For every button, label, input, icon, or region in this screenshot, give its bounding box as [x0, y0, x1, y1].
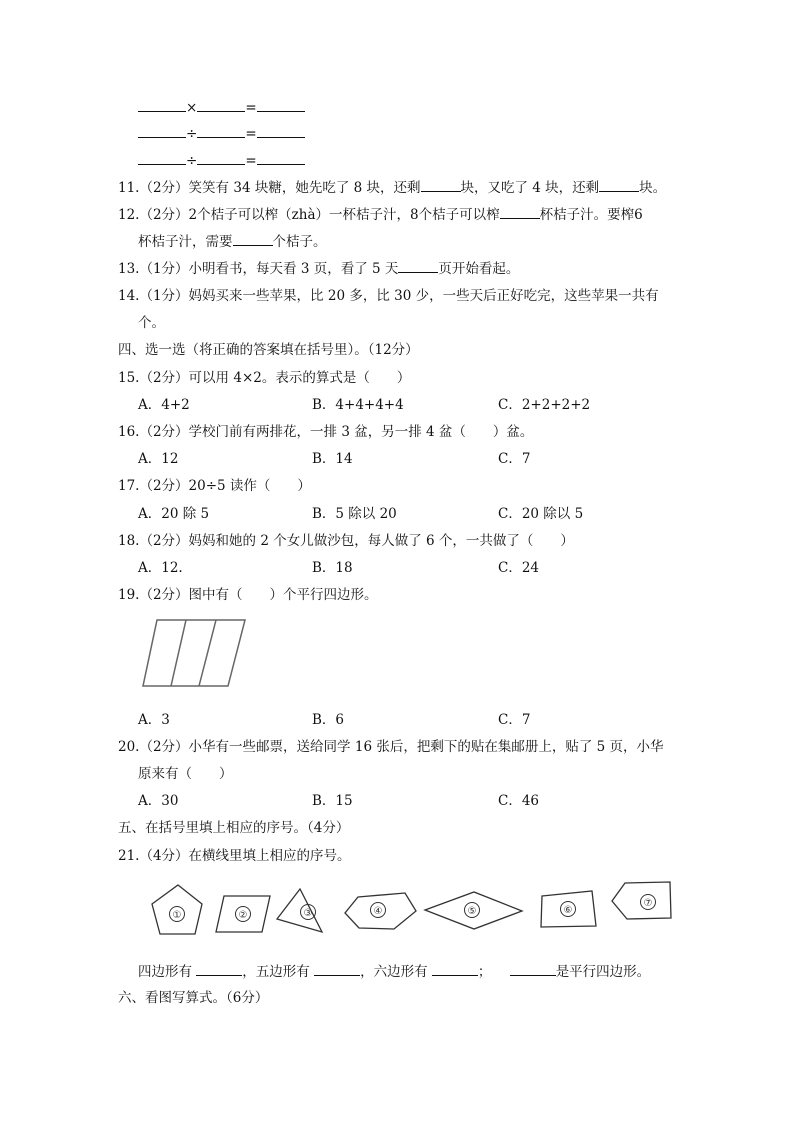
- question-12-line-1: [118, 205, 643, 224]
- option-a[interactable]: A．3: [138, 712, 170, 728]
- answer-blank[interactable]: [257, 124, 305, 138]
- equation-line-3: [138, 151, 305, 170]
- parallelogram-figure: [140, 617, 248, 689]
- equals-sign: =: [245, 126, 257, 142]
- answer-blank[interactable]: [138, 124, 186, 138]
- shape-label-3: ③: [303, 908, 313, 919]
- question-text: 四边形有: [138, 964, 192, 980]
- answer-blank[interactable]: [398, 259, 438, 273]
- shape-label-1: ①: [172, 910, 182, 921]
- answer-blank[interactable]: [314, 962, 360, 976]
- question-text: 11.（2分）笑笑有 34 块糖，她先吃了 8 块，还剩: [118, 180, 421, 196]
- option-b[interactable]: B．14: [312, 451, 353, 467]
- equals-sign: =: [245, 100, 257, 116]
- equation-line-2: [138, 124, 305, 143]
- question-14-line-1: 14.（1分）妈妈买来一些苹果，比 20 多，比 30 少，一些天后正好吃完，这些苹果一共有: [118, 288, 659, 304]
- question-21-fill-line: [138, 962, 650, 981]
- question-20-line-1: 20.（2分）小华有一些邮票，送给同学 16 张后，把剩下的贴在集邮册上，贴了 5 页，小华: [118, 739, 664, 755]
- option-a[interactable]: A．12: [138, 451, 179, 467]
- option-a[interactable]: A．4+2: [138, 397, 190, 413]
- option-a[interactable]: A．20 除 5: [138, 506, 210, 522]
- shape-label-5: ⑤: [467, 906, 477, 917]
- question-text: 页开始看起。: [438, 261, 520, 277]
- operator: ×: [186, 100, 198, 116]
- question-text: 13.（1分）小明看书，每天看 3 页，看了 5 天: [118, 261, 399, 277]
- equation-line-1: [138, 98, 305, 117]
- answer-blank[interactable]: [599, 178, 639, 192]
- answer-blank[interactable]: [197, 124, 245, 138]
- parallelogram-outline: [143, 620, 245, 686]
- divider-line: [171, 620, 186, 686]
- option-c[interactable]: C．7: [498, 451, 531, 467]
- question-20-line-2: 原来有（ ）: [138, 766, 233, 782]
- question-11: [118, 178, 666, 197]
- operator: ÷: [186, 126, 198, 142]
- option-a[interactable]: A．12.: [138, 560, 183, 576]
- question-text: 块。: [639, 180, 667, 196]
- answer-blank[interactable]: [257, 98, 305, 112]
- answer-blank[interactable]: [257, 151, 305, 165]
- question-17: 17.（2分）20÷5 读作（ ）: [118, 478, 311, 494]
- section-5-heading: 五、在括号里填上相应的序号。（4分）: [118, 820, 350, 836]
- section-4-heading: 四、选一选（将正确的答案填在括号里）。（12分）: [118, 342, 419, 358]
- question-text: 12.（2分）2个桔子可以榨（zhà）一杯桔子汁，8个桔子可以榨: [118, 207, 500, 223]
- answer-blank[interactable]: [196, 962, 242, 976]
- question-15: 15.（2分）可以用 4×2。表示的算式是（ ）: [118, 370, 411, 386]
- answer-blank[interactable]: [197, 151, 245, 165]
- section-6-heading: 六、看图写算式。（6分）: [118, 990, 269, 1006]
- answer-blank[interactable]: [432, 962, 478, 976]
- answer-blank[interactable]: [197, 98, 245, 112]
- question-14-line-2: 个。: [138, 315, 165, 331]
- answer-blank[interactable]: [421, 178, 461, 192]
- option-c[interactable]: C．20 除以 5: [498, 506, 584, 522]
- shape-label-7: ⑦: [643, 898, 653, 909]
- pentagon-shape-7: [612, 882, 671, 919]
- question-12-line-2: [138, 232, 327, 251]
- equals-sign: =: [245, 153, 257, 169]
- question-21: 21.（4分）在横线里填上相应的序号。: [118, 848, 351, 864]
- option-b[interactable]: B．5 除以 20: [312, 506, 397, 522]
- question-text: 是平行四边形。: [555, 964, 651, 980]
- option-b[interactable]: B．18: [312, 560, 353, 576]
- answer-blank[interactable]: [138, 98, 186, 112]
- question-text: 个桔子。: [272, 234, 327, 250]
- question-text: 块，又吃了 4 块，还剩: [460, 180, 600, 196]
- question-text: ；: [477, 964, 492, 980]
- question-18: 18.（2分）妈妈和她的 2 个女儿做沙包，每人做了 6 个，一共做了（ ）: [118, 533, 574, 549]
- answer-blank[interactable]: [138, 151, 186, 165]
- shape-label-4: ④: [373, 906, 383, 917]
- divider-line: [199, 620, 216, 686]
- question-text: ，五边形有: [242, 964, 310, 980]
- shape-label-6: ⑥: [563, 905, 573, 916]
- option-c[interactable]: C．46: [498, 793, 540, 809]
- shapes-figure: [140, 876, 680, 948]
- option-c[interactable]: C．2+2+2+2: [498, 397, 591, 413]
- question-text: 杯桔子汁，需要: [138, 234, 233, 250]
- answer-blank[interactable]: [510, 962, 556, 976]
- option-c[interactable]: C．7: [498, 712, 531, 728]
- operator: ÷: [186, 153, 198, 169]
- question-text: 杯桔子汁。要榨6: [539, 207, 643, 223]
- option-a[interactable]: A．30: [138, 793, 179, 809]
- option-b[interactable]: B．15: [312, 793, 353, 809]
- question-text: ，六边形有: [360, 964, 428, 980]
- option-c[interactable]: C．24: [498, 560, 540, 576]
- option-b[interactable]: B．4+4+4+4: [312, 397, 404, 413]
- answer-blank[interactable]: [233, 232, 273, 246]
- question-13: [118, 259, 519, 278]
- answer-blank[interactable]: [500, 205, 540, 219]
- question-19: 19.（2分）图中有（ ）个平行四边形。: [118, 587, 378, 603]
- option-b[interactable]: B．6: [312, 712, 345, 728]
- shape-label-2: ②: [238, 910, 248, 921]
- question-16: 16.（2分）学校门前有两排花，一排 3 盆，另一排 4 盆（ ）盆。: [118, 424, 534, 440]
